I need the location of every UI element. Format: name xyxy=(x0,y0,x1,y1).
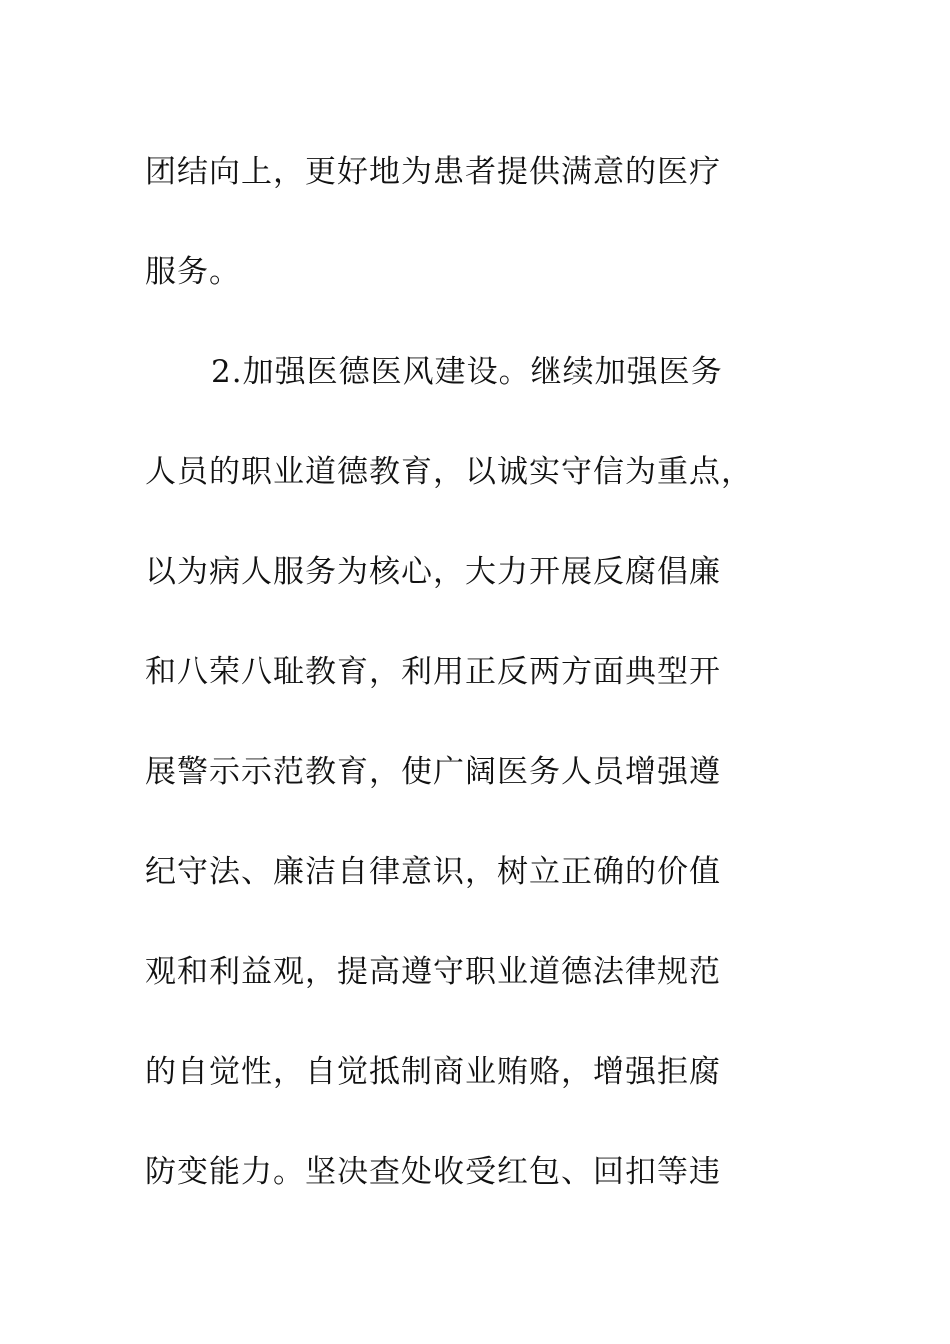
body-text xyxy=(145,122,805,1222)
text-line: 以为病人服务为核心，大力开展反腐倡廉 xyxy=(145,554,721,590)
text-line: 防变能力。坚决查处收受红包、回扣等违 xyxy=(145,1154,721,1190)
text-line: 展警示示范教育，使广阔医务人员增强遵 xyxy=(145,754,721,790)
text-line: 的自觉性，自觉抵制商业贿赂，增强拒腐 xyxy=(145,1054,721,1090)
text-line: 和八荣八耻教育，利用正反两方面典型开 xyxy=(145,654,721,690)
text-line: 团结向上，更好地为患者提供满意的医疗 xyxy=(145,154,721,190)
text-line: 服务。 xyxy=(145,254,241,290)
text-line: 观和利益观，提高遵守职业道德法律规范 xyxy=(145,954,721,990)
text-line: 人员的职业道德教育，以诚实守信为重点， xyxy=(145,454,753,490)
text-line: 纪守法、廉洁自律意识，树立正确的价值 xyxy=(145,854,721,890)
section-heading-line: 2.加强医德医风建设。继续加强医务 xyxy=(211,354,723,390)
